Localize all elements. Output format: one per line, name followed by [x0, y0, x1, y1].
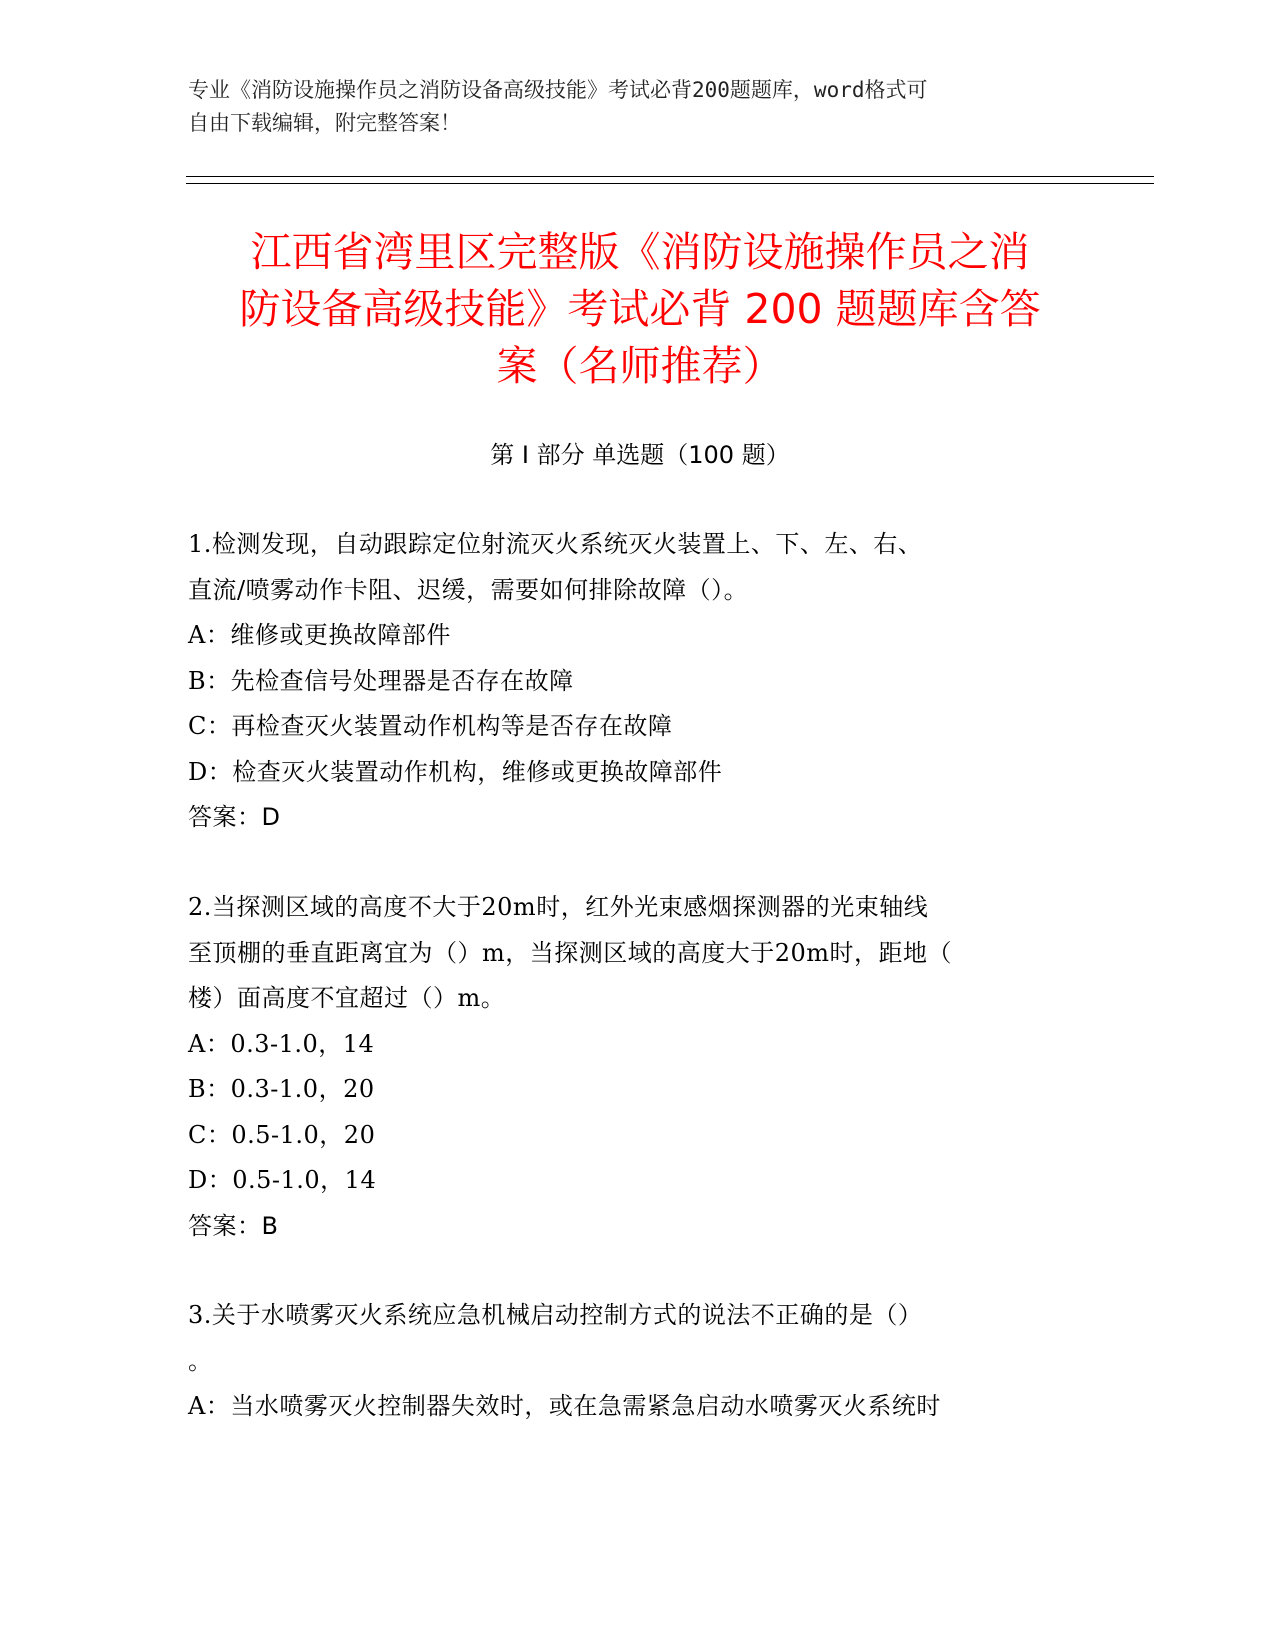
section-heading: 第 I 部分 单选题（100 题）: [490, 441, 790, 469]
question-1: [188, 522, 1088, 841]
answer-label: 答案：D: [188, 803, 281, 831]
header-note-line: 自由下载编辑，附完整答案！: [188, 111, 461, 135]
option-b: B：先检查信号处理器是否存在故障: [188, 666, 574, 695]
option-a: A：当水喷雾灭火控制器失效时，或在急需紧急启动水喷雾灭火系统时: [188, 1392, 941, 1420]
document-title: [180, 224, 1100, 395]
header-note: [188, 74, 1068, 140]
header-note-line: 专业《消防设施操作员之消防设备高级技能》考试必背200题题库，word格式可: [188, 78, 928, 102]
question-stem: 楼）面高度不宜超过（）m。: [188, 984, 506, 1012]
option-a: A：0.3-1.0，14: [188, 1029, 375, 1058]
header-divider: [186, 183, 1154, 184]
question-stem: 至顶棚的垂直距离宜为（）m，当探测区域的高度大于20m时，距地（: [188, 938, 953, 967]
option-d: D：检查灭火装置动作机构，维修或更换故障部件: [188, 757, 723, 786]
title-line: 案（名师推荐）: [496, 342, 784, 390]
question-3: [188, 1293, 1088, 1430]
option-b: B：0.3-1.0，20: [188, 1075, 375, 1103]
answer-label: 答案：B: [188, 1211, 279, 1240]
question-stem: 1.检测发现，自动跟踪定位射流灭火系统灭火装置上、下、左、右、: [188, 530, 923, 558]
question-stem: 2.当探测区域的高度不大于20m时，红外光束感烟探测器的光束轴线: [188, 893, 929, 921]
question-stem: 。: [188, 1346, 213, 1375]
option-a: A：维修或更换故障部件: [188, 621, 451, 649]
title-line: 江西省湾里区完整版《消防设施操作员之消: [250, 228, 1030, 276]
header-divider: [186, 176, 1154, 177]
title-line: 防设备高级技能》考试必背 200 题题库含答: [239, 285, 1041, 333]
question-2: [188, 885, 1088, 1249]
question-stem: 直流/喷雾动作卡阻、迟缓，需要如何排除故障（）。: [188, 575, 749, 604]
question-stem: 3.关于水喷雾灭火系统应急机械启动控制方式的说法不正确的是（）: [188, 1301, 923, 1329]
option-d: D：0.5-1.0，14: [188, 1166, 377, 1194]
option-c: C：再检查灭火装置动作机构等是否存在故障: [188, 712, 673, 740]
option-c: C：0.5-1.0，20: [188, 1120, 376, 1149]
